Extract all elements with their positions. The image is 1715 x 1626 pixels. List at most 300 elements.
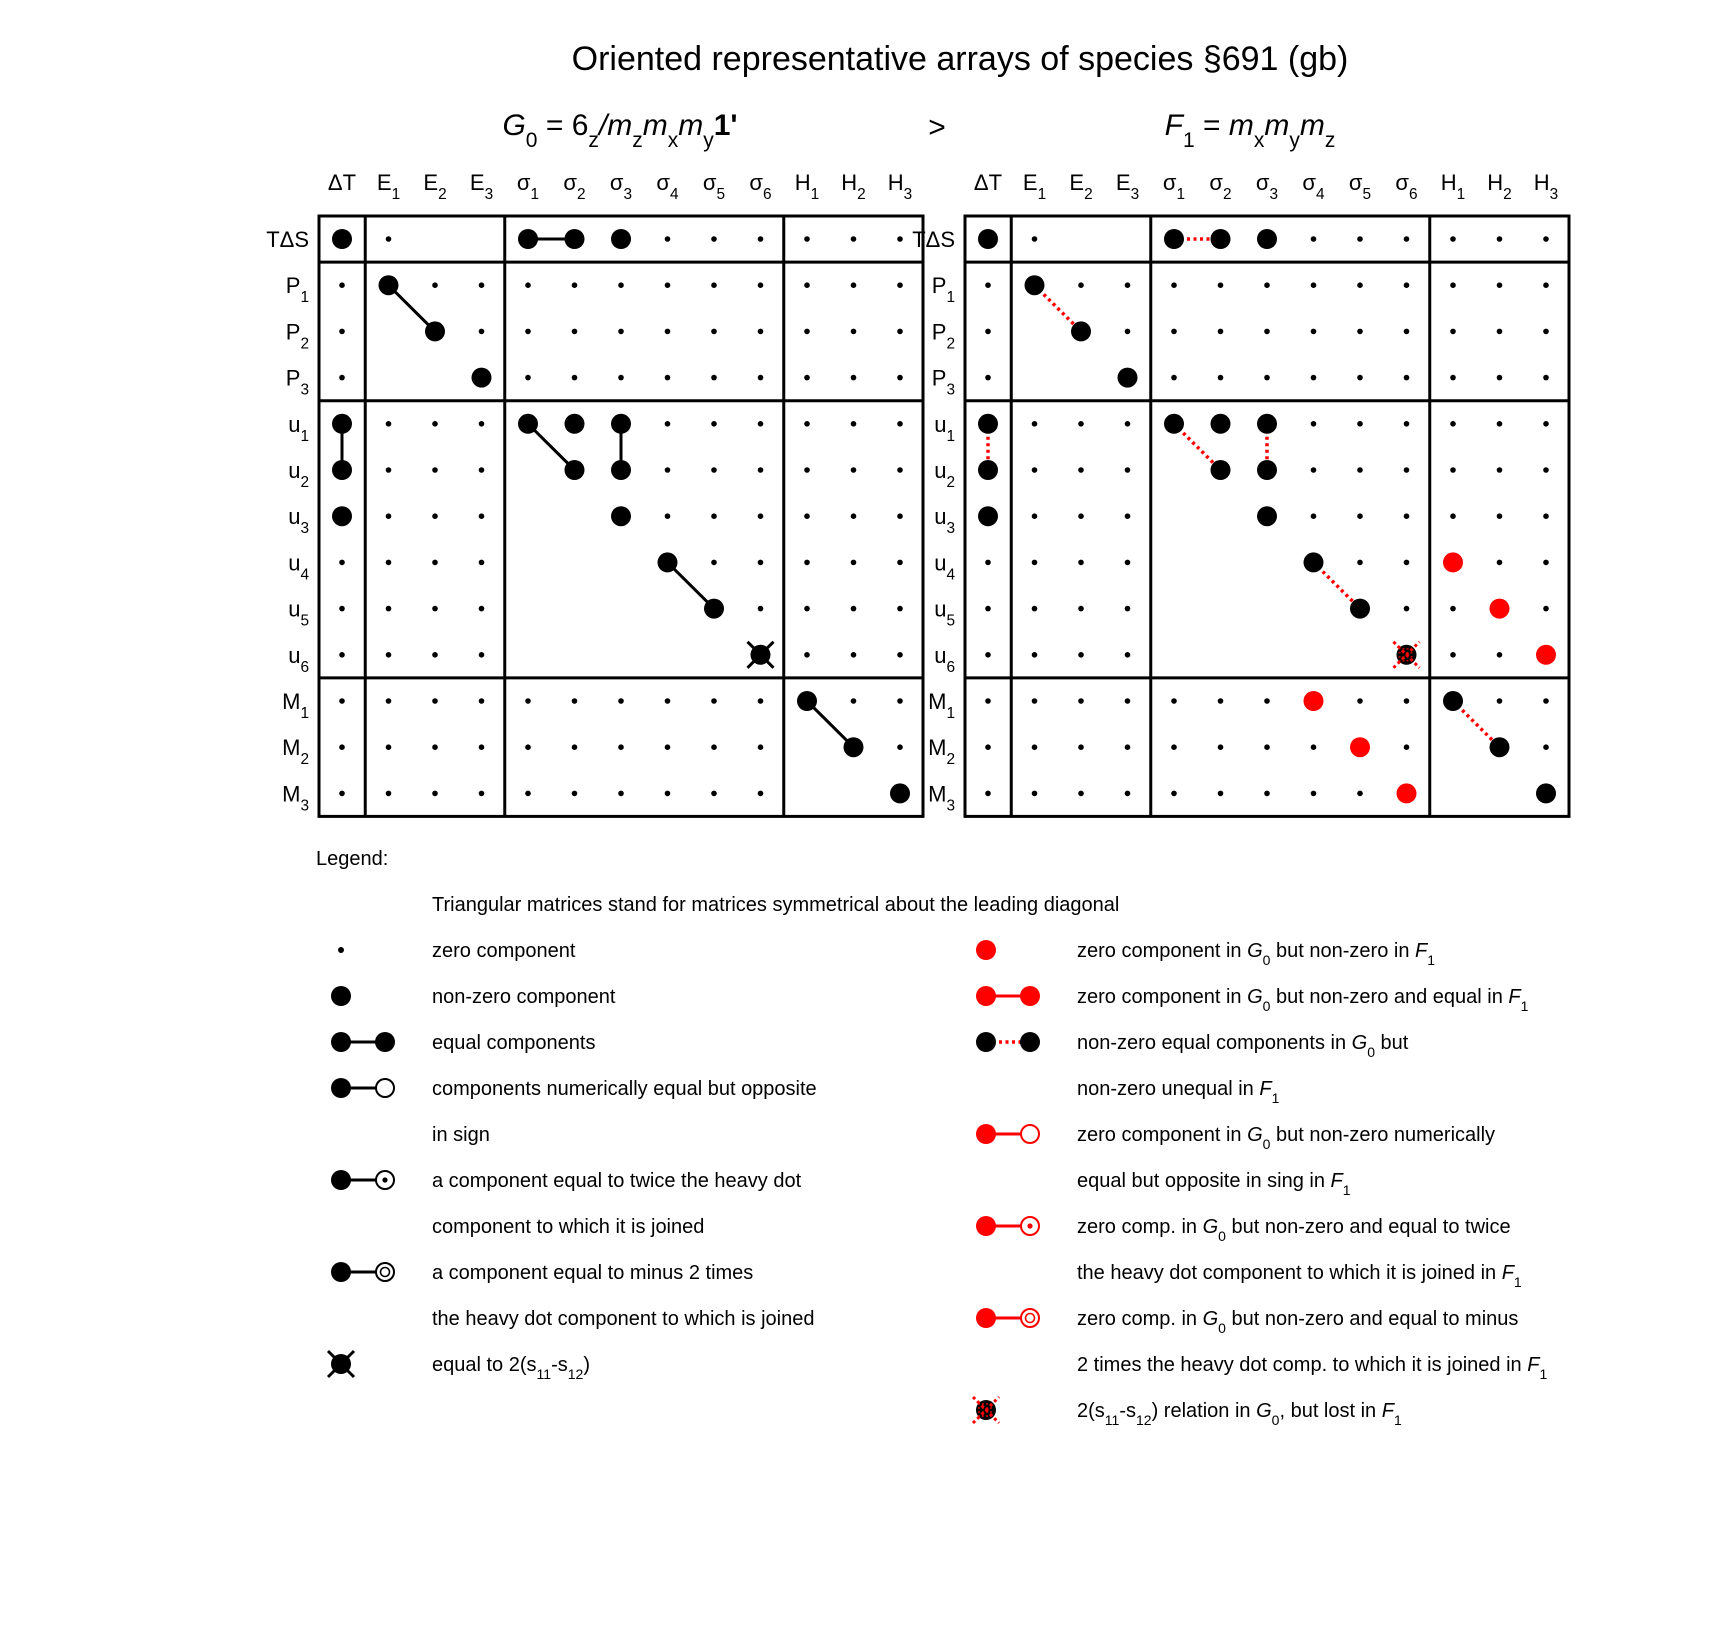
- zero-component-dot: [1404, 467, 1410, 473]
- zero-component-dot: [1125, 698, 1131, 704]
- zero-component-dot: [711, 744, 717, 750]
- nonzero-component: [1257, 229, 1277, 249]
- zero-component-dot: [897, 329, 903, 335]
- column-header-left: $\sigma_4$: [656, 170, 679, 203]
- nonzero-component: [611, 460, 631, 480]
- zero-component-dot: [386, 560, 392, 566]
- zero-component-dot: [1125, 606, 1131, 612]
- row-header-left: $u_2$: [288, 458, 309, 491]
- row-header-right: $M_3$: [928, 781, 955, 814]
- nonzero-component: [332, 506, 352, 526]
- zero-component-dot: [386, 513, 392, 519]
- nonzero-component: [472, 368, 492, 388]
- zero-component-dot: [1404, 606, 1410, 612]
- zero-component-dot: [618, 282, 624, 288]
- legend-dot: [976, 1308, 996, 1328]
- zero-component-dot: [1311, 375, 1317, 381]
- row-header-right: $P_2$: [931, 319, 955, 352]
- nonzero-component: [1304, 552, 1324, 572]
- legend-dot: [331, 1078, 351, 1098]
- zero-component-dot: [1404, 513, 1410, 519]
- zero-component-dot: [851, 421, 857, 427]
- zero-component-dot: [1497, 236, 1503, 242]
- zero-component-dot: [1032, 606, 1038, 612]
- legend-dot: [976, 1216, 996, 1236]
- new-nonzero-component: [1490, 599, 1510, 619]
- zero-component-dot: [572, 698, 578, 704]
- legend-right-column: [973, 940, 1547, 1428]
- zero-component-dot: [1078, 606, 1084, 612]
- zero-component-dot: [1032, 560, 1038, 566]
- column-header-left: $\sigma_3$: [609, 170, 633, 203]
- zero-component-dot: [985, 698, 991, 704]
- zero-component-dot: [897, 698, 903, 704]
- matrix-left: [266, 170, 923, 816]
- zero-component-dot: [1311, 236, 1317, 242]
- new-nonzero-component: [1350, 737, 1370, 757]
- zero-component-dot: [1497, 421, 1503, 427]
- zero-component-dot: [432, 421, 438, 427]
- zero-component-dot: [665, 744, 671, 750]
- zero-component-dot: [1125, 744, 1131, 750]
- zero-component-dot: [711, 560, 717, 566]
- zero-component-dot: [1078, 560, 1084, 566]
- legend-dot: [375, 1032, 395, 1052]
- zero-component-dot: [525, 791, 531, 797]
- zero-component-dot: [665, 698, 671, 704]
- zero-component-dot: [432, 467, 438, 473]
- zero-component-dot: [339, 606, 345, 612]
- legend-item: [976, 940, 1435, 968]
- column-header-left: $\sigma_6$: [749, 170, 772, 203]
- zero-component-dot: [339, 560, 345, 566]
- legend-dot: [331, 1170, 351, 1190]
- zero-component-dot: [758, 282, 764, 288]
- zero-component-dot: [1171, 791, 1177, 797]
- zero-component-dot: [1032, 744, 1038, 750]
- legend-dot: [976, 1124, 996, 1144]
- nonzero-component: [978, 229, 998, 249]
- column-header-left: $\sigma_1$: [516, 170, 540, 203]
- zero-component-dot: [758, 744, 764, 750]
- column-header-right: $E_3$: [1115, 170, 1140, 203]
- legend-item: [331, 1170, 802, 1238]
- zero-component-dot: [1450, 329, 1456, 335]
- row-header-right: $M_2$: [928, 735, 955, 768]
- legend-item: [338, 940, 576, 962]
- group-symbol: $G_0 = 6_z/m_zm_xm_y1'$: [502, 109, 738, 152]
- zero-component-dot: [1404, 375, 1410, 381]
- zero-component-dot: [1450, 467, 1456, 473]
- zero-component-dot: [897, 513, 903, 519]
- zero-component-dot: [851, 652, 857, 658]
- group-relation-symbol: >: [928, 111, 946, 144]
- zero-component-dot: [1404, 744, 1410, 750]
- zero-component-dot: [479, 606, 485, 612]
- zero-component-dot: [1543, 606, 1549, 612]
- zero-component-dot: [572, 791, 578, 797]
- zero-component-dot: [1357, 282, 1363, 288]
- zero-component-dot: [985, 560, 991, 566]
- zero-component-dot: [525, 744, 531, 750]
- zero-component-dot: [386, 698, 392, 704]
- zero-component-dot: [479, 652, 485, 658]
- zero-component-dot: [851, 329, 857, 335]
- nonzero-component: [611, 414, 631, 434]
- row-header-right: TΔS: [912, 227, 955, 252]
- nonzero-component: [425, 321, 445, 341]
- zero-component-dot: [804, 560, 810, 566]
- zero-component-dot: [479, 467, 485, 473]
- zero-component-dot: [1357, 791, 1363, 797]
- zero-component-dot: [1543, 744, 1549, 750]
- row-header-right: $P_1$: [931, 273, 955, 306]
- new-nonzero-component: [1536, 645, 1556, 665]
- zero-component-dot: [432, 698, 438, 704]
- zero-component-dot: [1357, 329, 1363, 335]
- nonzero-component: [1211, 460, 1231, 480]
- zero-component-dot: [804, 606, 810, 612]
- legend-text: component to which it is joined: [432, 1216, 705, 1238]
- column-header-right: $\sigma_5$: [1348, 170, 1372, 203]
- legend-text: zero comp. in $G_0$ but non-zero and equal to twice: [1077, 1216, 1511, 1244]
- nonzero-component: [1350, 599, 1370, 619]
- zero-component-dot: [1497, 467, 1503, 473]
- zero-component-dot: [479, 560, 485, 566]
- zero-component-dot: [1543, 282, 1549, 288]
- zero-component-dot: [711, 375, 717, 381]
- zero-component-dot: [665, 282, 671, 288]
- zero-component-dot: [1357, 421, 1363, 427]
- legend-item: [976, 986, 1529, 1014]
- legend-text: 2 times the heavy dot comp. to which it is joined in $F_1$: [1077, 1354, 1548, 1382]
- matrix-right: [912, 170, 1569, 816]
- column-header-right: $\sigma_3$: [1255, 170, 1279, 203]
- zero-component-dot: [572, 329, 578, 335]
- legend-dot: [331, 1032, 351, 1052]
- zero-component-dot: [479, 698, 485, 704]
- row-header-right: $u_2$: [934, 458, 955, 491]
- legend-text: the heavy dot component to which is joined: [432, 1308, 815, 1330]
- row-header-left: $u_3$: [288, 504, 309, 537]
- zero-component-dot: [1171, 375, 1177, 381]
- zero-component-dot: [665, 421, 671, 427]
- legend-new-nonzero-dot: [976, 940, 996, 960]
- legend-dot: [1020, 1032, 1040, 1052]
- zero-component-dot: [851, 698, 857, 704]
- zero-component-dot: [804, 282, 810, 288]
- zero-component-dot: [1543, 698, 1549, 704]
- zero-component-dot: [1404, 421, 1410, 427]
- zero-component-dot: [897, 467, 903, 473]
- zero-component-dot: [758, 375, 764, 381]
- zero-component-dot: [386, 236, 392, 242]
- column-header-right: $H_2$: [1487, 170, 1512, 203]
- legend-item: [331, 1078, 817, 1146]
- zero-component-dot: [897, 652, 903, 658]
- legend-item: [973, 1397, 1402, 1428]
- zero-component-dot: [1357, 698, 1363, 704]
- zero-component-dot: [525, 282, 531, 288]
- zero-component-dot: [804, 467, 810, 473]
- row-header-right: $u_4$: [934, 550, 955, 583]
- row-header-left: TΔS: [266, 227, 309, 252]
- nonzero-component: [978, 414, 998, 434]
- legend-note: Triangular matrices stand for matrices symmetrical about the leading diagonal: [432, 894, 1120, 916]
- zero-component-dot: [1125, 513, 1131, 519]
- zero-component-dot: [1497, 652, 1503, 658]
- legend-text: zero component: [432, 940, 576, 962]
- zero-component-dot: [618, 744, 624, 750]
- column-header-left: $E_3$: [469, 170, 494, 203]
- legend-text: equal to $2(s_{11}-s_{12})$: [432, 1354, 590, 1382]
- column-header-right: $H_1$: [1440, 170, 1466, 203]
- zero-component-dot: [985, 791, 991, 797]
- zero-component-dot: [479, 421, 485, 427]
- row-header-left: $P_1$: [285, 273, 309, 306]
- zero-component-dot: [711, 791, 717, 797]
- zero-component-dot: [339, 375, 345, 381]
- zero-component-dot: [1404, 560, 1410, 566]
- zero-component-dot: [1497, 513, 1503, 519]
- legend-item: [328, 1351, 590, 1382]
- zero-component-dot: [432, 606, 438, 612]
- zero-component-dot: [386, 467, 392, 473]
- zero-component-dot: [851, 513, 857, 519]
- nonzero-component: [1490, 737, 1510, 757]
- zero-component-dot: [1450, 652, 1456, 658]
- zero-component-dot: [1497, 375, 1503, 381]
- nonzero-component: [658, 552, 678, 572]
- row-header-left: $P_3$: [285, 365, 309, 399]
- zero-component-dot: [665, 467, 671, 473]
- zero-component-dot: [1357, 560, 1363, 566]
- legend-item: [331, 986, 616, 1008]
- zero-component-dot: [1497, 329, 1503, 335]
- zero-component-dot: [525, 375, 531, 381]
- zero-component-dot: [1032, 467, 1038, 473]
- new-nonzero-component: [1443, 552, 1463, 572]
- zero-component-dot: [758, 421, 764, 427]
- zero-component-dot: [1543, 467, 1549, 473]
- zero-component-dot: [432, 560, 438, 566]
- zero-component-dot: [804, 421, 810, 427]
- zero-component-dot: [758, 467, 764, 473]
- row-header-left: $M_3$: [282, 781, 309, 814]
- zero-component-dot: [479, 744, 485, 750]
- legend-item: [976, 1216, 1522, 1290]
- zero-component-dot: [1264, 744, 1270, 750]
- nonzero-component: [518, 229, 538, 249]
- row-header-right: $u_3$: [934, 504, 955, 537]
- nonzero-component: [1025, 275, 1045, 295]
- zero-component-dot: [1125, 560, 1131, 566]
- zero-component-dot: [897, 236, 903, 242]
- zero-component-dot: [1404, 236, 1410, 242]
- zero-component-dot: [1032, 652, 1038, 658]
- nonzero-component: [844, 737, 864, 757]
- legend-text: the heavy dot component to which it is joined in $F_1$: [1077, 1262, 1522, 1290]
- row-header-right: $u_1$: [934, 411, 955, 445]
- zero-component-dot: [985, 744, 991, 750]
- zero-component-dot: [1404, 282, 1410, 288]
- zero-component-dot: [1450, 282, 1456, 288]
- zero-component-dot: [386, 606, 392, 612]
- zero-component-dot: [985, 282, 991, 288]
- zero-component-dot: [985, 606, 991, 612]
- zero-component-dot: [711, 698, 717, 704]
- zero-component-dot: [1404, 698, 1410, 704]
- zero-component-dot: [1218, 329, 1224, 335]
- zero-component-dot: [758, 606, 764, 612]
- zero-component-dot: [1125, 282, 1131, 288]
- zero-component-dot: [897, 560, 903, 566]
- nonzero-component: [1164, 414, 1184, 434]
- new-nonzero-component: [1304, 691, 1324, 711]
- nonzero-component: [1257, 506, 1277, 526]
- row-header-right: $u_6$: [934, 642, 955, 676]
- zero-component-dot: [432, 791, 438, 797]
- nonzero-component: [1257, 414, 1277, 434]
- zero-component-dot: [386, 791, 392, 797]
- zero-component-dot: [1543, 421, 1549, 427]
- legend-zero-dot: [338, 947, 344, 953]
- column-header-left: $E_2$: [423, 170, 447, 203]
- zero-component-dot: [618, 329, 624, 335]
- zero-component-dot: [985, 375, 991, 381]
- nonzero-component: [704, 599, 724, 619]
- nonzero-component: [379, 275, 399, 295]
- zero-component-dot: [479, 791, 485, 797]
- zero-component-dot: [665, 329, 671, 335]
- row-header-left: $u_6$: [288, 642, 309, 676]
- zero-component-dot: [1543, 560, 1549, 566]
- zero-component-dot: [1171, 698, 1177, 704]
- zero-component-dot: [711, 421, 717, 427]
- nonzero-component: [332, 414, 352, 434]
- zero-component-dot: [339, 698, 345, 704]
- zero-component-dot: [711, 467, 717, 473]
- column-header-left: $H_2$: [841, 170, 866, 203]
- zero-component-dot: [711, 329, 717, 335]
- nonzero-component: [565, 229, 585, 249]
- row-header-left: $u_1$: [288, 411, 309, 445]
- zero-component-dot: [339, 652, 345, 658]
- nonzero-component: [978, 460, 998, 480]
- zero-component-dot: [432, 513, 438, 519]
- zero-component-dot: [339, 791, 345, 797]
- zero-component-dot: [1078, 513, 1084, 519]
- nonzero-component: [1211, 414, 1231, 434]
- legend-text: zero comp. in $G_0$ but non-zero and equal to minus: [1077, 1308, 1519, 1336]
- zero-component-dot: [1032, 421, 1038, 427]
- legend-item: [331, 1032, 595, 1054]
- nonzero-component: [1211, 229, 1231, 249]
- column-header-right: $\sigma_1$: [1162, 170, 1186, 203]
- zero-component-dot: [618, 698, 624, 704]
- zero-component-dot: [985, 652, 991, 658]
- zero-component-dot: [665, 236, 671, 242]
- zero-component-dot: [851, 236, 857, 242]
- column-header-right: ΔT: [973, 170, 1003, 195]
- zero-component-dot: [851, 282, 857, 288]
- column-header-left: ΔT: [327, 170, 357, 195]
- zero-component-dot: [1264, 329, 1270, 335]
- legend-text: $2(s_{11}-s_{12})$ relation in $G_0$, but lost in $F_1$: [1077, 1400, 1402, 1428]
- zero-component-dot: [1078, 421, 1084, 427]
- zero-component-dot: [1125, 421, 1131, 427]
- legend-text: non-zero equal components in $G_0$ but: [1077, 1032, 1409, 1060]
- zero-component-dot: [758, 513, 764, 519]
- zero-component-dot: [1078, 791, 1084, 797]
- nonzero-component: [611, 229, 631, 249]
- legend-text: zero component in $G_0$ but non-zero and equal in $F_1$: [1077, 986, 1529, 1014]
- zero-component-dot: [1264, 375, 1270, 381]
- legend-text: a component equal to twice the heavy dot: [432, 1170, 802, 1192]
- zero-component-dot: [479, 282, 485, 288]
- zero-component-dot: [897, 375, 903, 381]
- nonzero-component: [565, 460, 585, 480]
- legend-inner-ring: [1026, 1314, 1035, 1323]
- zero-component-dot: [1125, 467, 1131, 473]
- row-header-right: $M_1$: [928, 689, 955, 722]
- zero-component-dot: [618, 375, 624, 381]
- zero-component-dot: [1264, 791, 1270, 797]
- legend-text: zero component in $G_0$ but non-zero in $F_1$: [1077, 940, 1436, 968]
- zero-component-dot: [339, 282, 345, 288]
- zero-component-dot: [897, 421, 903, 427]
- zero-component-dot: [758, 698, 764, 704]
- zero-component-dot: [1311, 791, 1317, 797]
- zero-component-dot: [1497, 560, 1503, 566]
- zero-component-dot: [1450, 606, 1456, 612]
- nonzero-component: [518, 414, 538, 434]
- zero-component-dot: [1311, 744, 1317, 750]
- row-header-left: $u_4$: [288, 550, 309, 583]
- zero-component-dot: [897, 606, 903, 612]
- group-heading-left: [502, 109, 737, 152]
- zero-component-dot: [1125, 791, 1131, 797]
- zero-component-dot: [1218, 375, 1224, 381]
- zero-component-dot: [386, 744, 392, 750]
- zero-component-dot: [1264, 698, 1270, 704]
- group-symbol: $F_1 = m_xm_ym_z$: [1164, 109, 1336, 152]
- row-header-left: $M_1$: [282, 689, 309, 722]
- zero-component-dot: [1450, 513, 1456, 519]
- zero-component-dot: [386, 652, 392, 658]
- zero-component-dot: [1171, 329, 1177, 335]
- row-header-left: $u_5$: [288, 596, 309, 630]
- zero-component-dot: [711, 236, 717, 242]
- zero-component-dot: [1311, 467, 1317, 473]
- zero-component-dot: [1311, 513, 1317, 519]
- zero-component-dot: [758, 329, 764, 335]
- nonzero-component: [1071, 321, 1091, 341]
- zero-component-dot: [804, 375, 810, 381]
- legend-text: components numerically equal but opposite: [432, 1078, 817, 1100]
- zero-component-dot: [1497, 698, 1503, 704]
- zero-component-dot: [1078, 652, 1084, 658]
- zero-component-dot: [851, 560, 857, 566]
- zero-component-dot: [339, 329, 345, 335]
- zero-component-dot: [1032, 513, 1038, 519]
- zero-component-dot: [851, 467, 857, 473]
- legend-heading: Legend:: [316, 848, 389, 870]
- zero-component-dot: [525, 329, 531, 335]
- legend-text: in sign: [432, 1124, 490, 1146]
- legend-left-column: [328, 940, 817, 1382]
- legend-text: a component equal to minus 2 times: [432, 1262, 754, 1284]
